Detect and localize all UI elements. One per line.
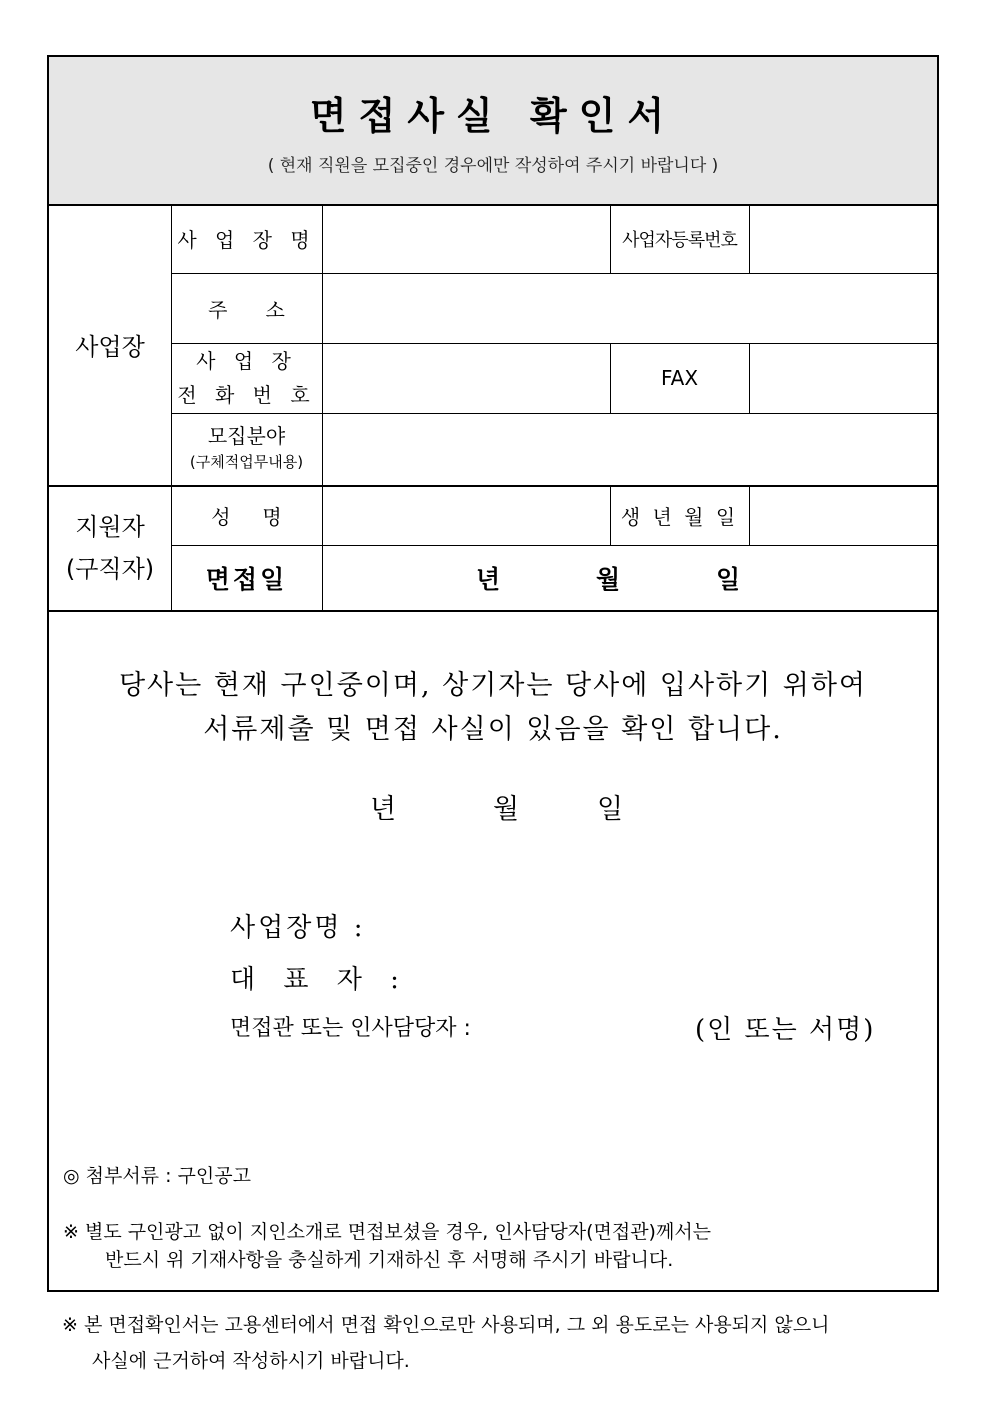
phone-field[interactable] bbox=[322, 343, 610, 413]
phone-label-line1: 사 업 장 bbox=[196, 349, 297, 373]
workplace-name-label: 사 업 장 명 bbox=[177, 228, 316, 252]
confirm-day: 일 bbox=[597, 794, 624, 825]
footer-note-line1: ※ 본 면접확인서는 고용센터에서 면접 확인으로만 사용되며, 그 외 용도로는 사용되지 않으니 bbox=[62, 1314, 830, 1336]
birth-label: 생 년 월 일 bbox=[620, 504, 739, 529]
phone-label-line2: 전 화 번 호 bbox=[177, 383, 316, 407]
applicant-section-label bbox=[49, 485, 171, 610]
interview-day: 일 bbox=[716, 564, 741, 594]
instruction-note-line1: ※ 별도 구인광고 없이 지인소개로 면접보셨을 경우, 인사담당자(면접관)께서는 bbox=[63, 1221, 712, 1243]
instruction-note-line2: 반드시 위 기재사항을 충실하게 기재하신 후 서명해 주시기 바랍니다. bbox=[105, 1249, 674, 1271]
applicant-label-line1: 지원자 bbox=[75, 512, 145, 541]
signature-seal-label: (인 또는 서명) bbox=[695, 1015, 876, 1045]
birth-field[interactable] bbox=[749, 485, 937, 545]
footer-note-line2: 사실에 근거하여 작성하시기 바랍니다. bbox=[92, 1350, 410, 1372]
confirmation-line2: 서류제출 및 면접 사실이 있음을 확인 합니다. bbox=[203, 714, 783, 745]
address-field[interactable] bbox=[322, 273, 937, 343]
interview-month: 월 bbox=[596, 564, 621, 594]
signature-workplace-label: 사업장명 : bbox=[230, 913, 366, 943]
applicant-name-label: 성 명 bbox=[211, 504, 282, 529]
phone-label bbox=[171, 343, 322, 413]
form-subtitle: ( 현재 직원을 모집중인 경우에만 작성하여 주시기 바랍니다 ) bbox=[267, 156, 719, 176]
reg-no-field[interactable] bbox=[749, 204, 937, 273]
confirm-month: 월 bbox=[493, 794, 520, 825]
recruit-label-line2: (구체적업무내용) bbox=[189, 453, 304, 471]
signature-representative-label: 대 표 자 : bbox=[230, 965, 409, 995]
recruit-label bbox=[171, 413, 322, 485]
form-title: 면접사실 확인서 bbox=[309, 93, 677, 138]
reg-no-label: 사업자등록번호 bbox=[622, 229, 737, 251]
recruit-field[interactable] bbox=[322, 413, 937, 485]
applicant-label-line2: (구직자) bbox=[65, 554, 155, 583]
signature-interviewer-label: 면접관 또는 인사담당자 : bbox=[230, 1016, 471, 1041]
workplace-section-label: 사업장 bbox=[75, 333, 145, 361]
confirmation-line1: 당사는 현재 구인중이며, 상기자는 당사에 입사하기 위하여 bbox=[118, 670, 868, 701]
form-frame bbox=[47, 55, 939, 1292]
interview-date-label: 면접일 bbox=[205, 564, 288, 594]
applicant-name-field[interactable] bbox=[322, 485, 610, 545]
interview-year: 년 bbox=[476, 564, 501, 594]
fax-field[interactable] bbox=[749, 343, 937, 413]
attachment-note: ◎ 첨부서류 : 구인공고 bbox=[63, 1165, 251, 1187]
recruit-label-line1: 모집분야 bbox=[207, 424, 286, 448]
section-divider bbox=[49, 610, 937, 612]
address-label: 주 소 bbox=[208, 297, 285, 322]
confirm-year: 년 bbox=[370, 794, 397, 825]
workplace-name-field[interactable] bbox=[322, 204, 610, 273]
interview-date-field[interactable] bbox=[322, 545, 937, 610]
form-header bbox=[49, 57, 937, 206]
fax-label: FAX bbox=[660, 366, 699, 390]
